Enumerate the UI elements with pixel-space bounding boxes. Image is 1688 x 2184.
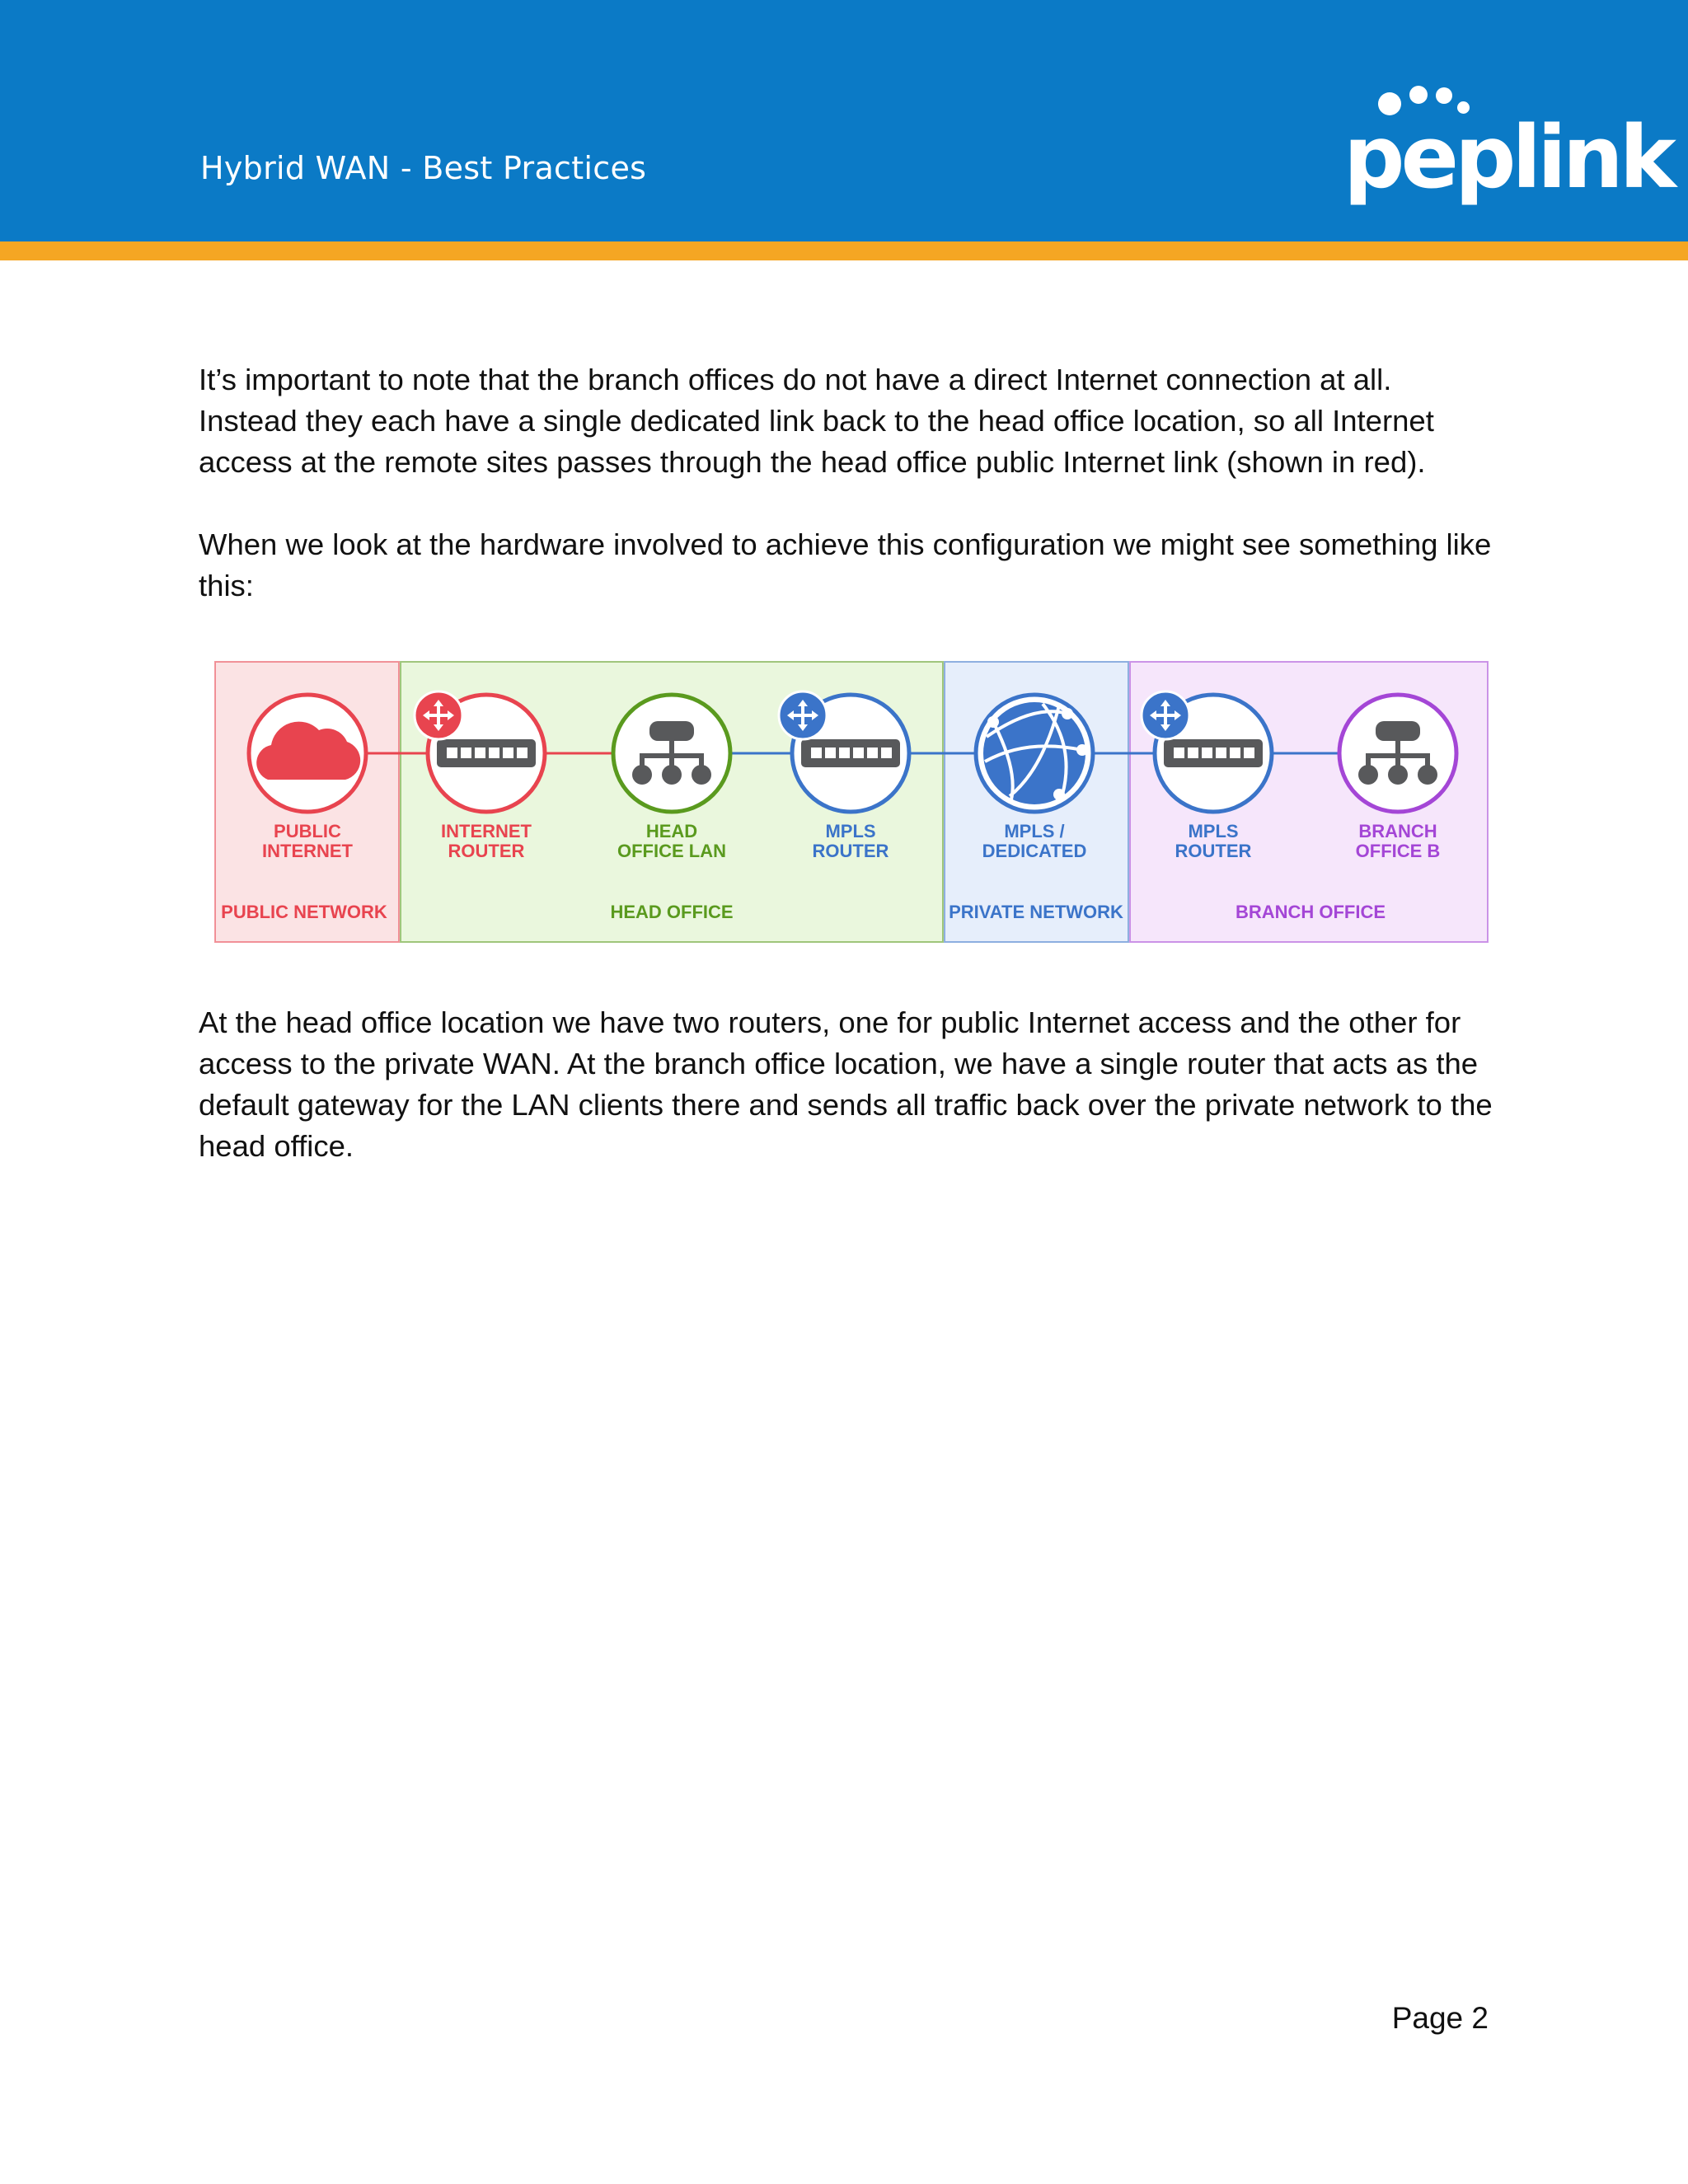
lan-icon	[1339, 695, 1456, 812]
network-diagram	[214, 661, 1489, 943]
node-label: MPLS	[825, 821, 876, 841]
logo-dot	[1436, 87, 1452, 104]
header-accent-stripe	[0, 241, 1688, 260]
zone-label: PUBLIC NETWORK	[221, 902, 387, 922]
node-label: BRANCH	[1358, 821, 1437, 841]
zone-label: PRIVATE NETWORK	[949, 902, 1123, 922]
node-label: ROUTER	[812, 841, 889, 861]
node-label: INTERNET	[262, 841, 353, 861]
node-label: INTERNET	[441, 821, 532, 841]
router-arrows-icon	[415, 691, 462, 739]
node-label: HEAD	[645, 821, 698, 841]
cloud-icon	[249, 695, 366, 812]
body-paragraph: At the head office location we have two routers, one for public Internet access and the other for access to the private WAN. At the branch office location, we have a single router that acts as the default gateway for the LAN clients there and sends all traffic back over the private network to the head office.	[199, 1005, 1493, 1163]
node-label: MPLS	[1188, 821, 1239, 841]
node-label: MPLS /	[1004, 821, 1065, 841]
node-label: OFFICE B	[1355, 841, 1441, 861]
peplink-logo	[1343, 79, 1672, 211]
logo-wordmark: peplink	[1343, 107, 1672, 208]
zone-label: HEAD OFFICE	[610, 902, 734, 922]
page-number: Page 2	[1391, 2001, 1489, 2035]
router-arrows-icon	[1142, 691, 1189, 739]
logo-dot	[1409, 86, 1428, 104]
node-label: PUBLIC	[274, 821, 341, 841]
router-arrows-icon	[779, 691, 827, 739]
node-label: DEDICATED	[982, 841, 1087, 861]
body-paragraph: It’s important to note that the branch offices do not have a direct Internet connection at all. Instead they each have a single dedicated link back to the head office location, so all Internet access at the remote sites passes through the head office public Internet link (shown in red).	[199, 363, 1434, 479]
body-paragraph: When we look at the hardware involved to achieve this configuration we might see something like this:	[199, 527, 1492, 602]
zone-label: BRANCH OFFICE	[1235, 902, 1386, 922]
node-label: OFFICE LAN	[617, 841, 726, 861]
document-title: Hybrid WAN - Best Practices	[200, 150, 647, 186]
node-label: ROUTER	[448, 841, 525, 861]
node-label: ROUTER	[1175, 841, 1252, 861]
globe-icon	[976, 695, 1093, 812]
header-band	[0, 0, 1688, 241]
lan-icon	[613, 695, 730, 812]
